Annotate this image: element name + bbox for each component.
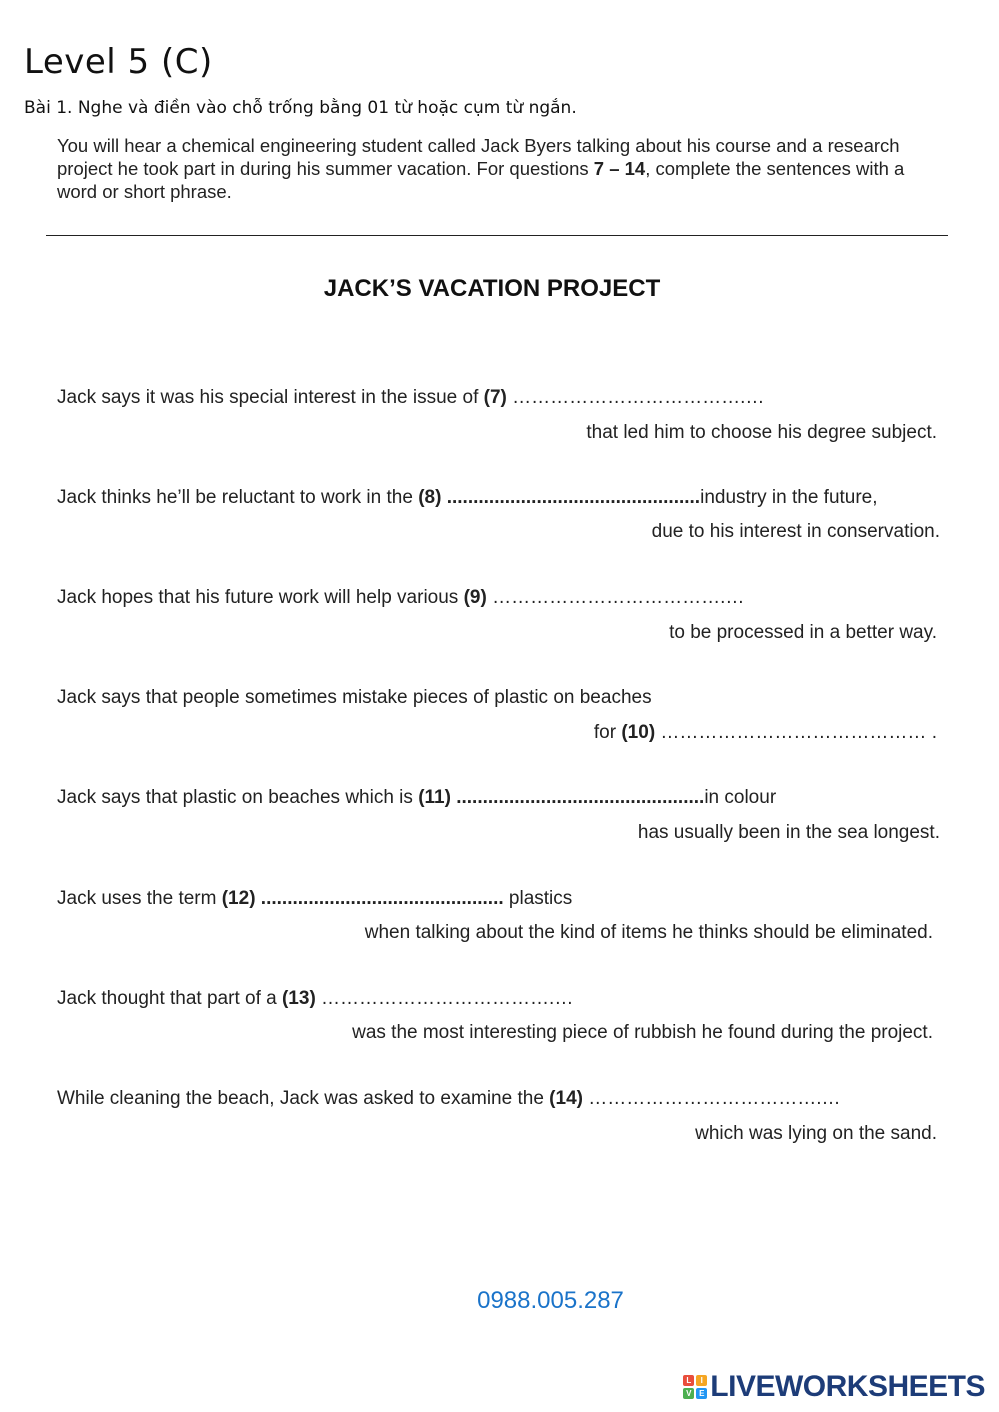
answer-blank-14[interactable]: ……………………………….… [582,1088,841,1109]
answer-blank-10[interactable]: …………………………………… . [655,722,937,743]
question-14-line2: which was lying on the sand. [695,1123,937,1144]
logo-letter-e: E [696,1388,707,1399]
instructions-text-2: , complete the sentences with a word or short phrase. [57,158,905,202]
task-instructions [57,134,917,203]
liveworksheets-icon [683,1375,707,1399]
instructions-text-1: You will hear a chemical engineering student called Jack Byers talking about his course and a research project he took part in during his summer vacation. For questions [57,135,900,179]
question-12-line1: Jack uses the term (12) .............................................. plastics [57,888,573,909]
question-7-line1: Jack says it was his special interest in the issue of (7) ……………………………….… [57,387,765,408]
answer-blank-9[interactable]: ……………………………….… [486,587,745,608]
question-9-line2: to be processed in a better way. [669,622,937,643]
question-number: (8) [418,487,442,508]
question-7-line2: that led him to choose his degree subject. [586,422,937,443]
answer-blank-13[interactable]: ……………………………….… [315,988,574,1009]
logo-text: LIVEWORKSHEETS [710,1370,985,1403]
phone-number: 0988.005.287 [477,1287,624,1314]
question-number: (7) [483,387,507,408]
exercise-instruction: Bài 1. Nghe và điền vào chỗ trống bằng 01 từ hoặc cụm từ ngắn. [24,98,577,118]
answer-blank-7[interactable]: ……………………………….… [506,387,765,408]
question-14-line1: While cleaning the beach, Jack was asked to examine the (14) ……………………………….… [57,1088,841,1109]
answer-blank-11[interactable]: ............................................... [450,787,705,808]
question-number: (9) [463,587,487,608]
question-10-line1: Jack says that people sometimes mistake pieces of plastic on beaches [57,687,652,708]
question-13-line2: was the most interesting piece of rubbish he found during the project. [352,1022,933,1043]
question-8-line1: Jack thinks he’ll be reluctant to work in the (8) ................................................industry in the future, [57,487,878,508]
logo-letter-l: L [683,1375,694,1386]
answer-blank-8[interactable]: ................................................ [441,487,701,508]
question-11-line2: has usually been in the sea longest. [637,822,940,843]
question-number: (10) [621,722,656,743]
question-number: (13) [281,988,316,1009]
question-number: (12) [221,888,256,909]
question-12-line2: when talking about the kind of items he thinks should be eliminated. [364,922,933,943]
liveworksheets-logo[interactable] [683,1370,985,1404]
question-13-line1: Jack thought that part of a (13) ……………………………….… [57,988,574,1009]
logo-letter-i: I [696,1375,707,1386]
question-8-line2: due to his interest in conservation. [651,521,940,542]
question-9-line1: Jack hopes that his future work will help various (9) ……………………………….… [57,587,745,608]
question-number: (11) [418,787,451,808]
question-10-line2: for (10) …………………………………… . [593,722,937,743]
divider-line [46,235,948,236]
answer-blank-12[interactable]: .............................................. [255,888,504,909]
level-heading: Level 5 (C) [24,42,213,82]
worksheet-title: JACK’S VACATION PROJECT [323,275,661,302]
instructions-question-range: 7 – 14 [593,158,646,179]
question-11-line1: Jack says that plastic on beaches which is (11) ...............................................in colour [57,787,777,808]
question-number: (14) [549,1088,583,1109]
logo-letter-v: V [683,1388,694,1399]
